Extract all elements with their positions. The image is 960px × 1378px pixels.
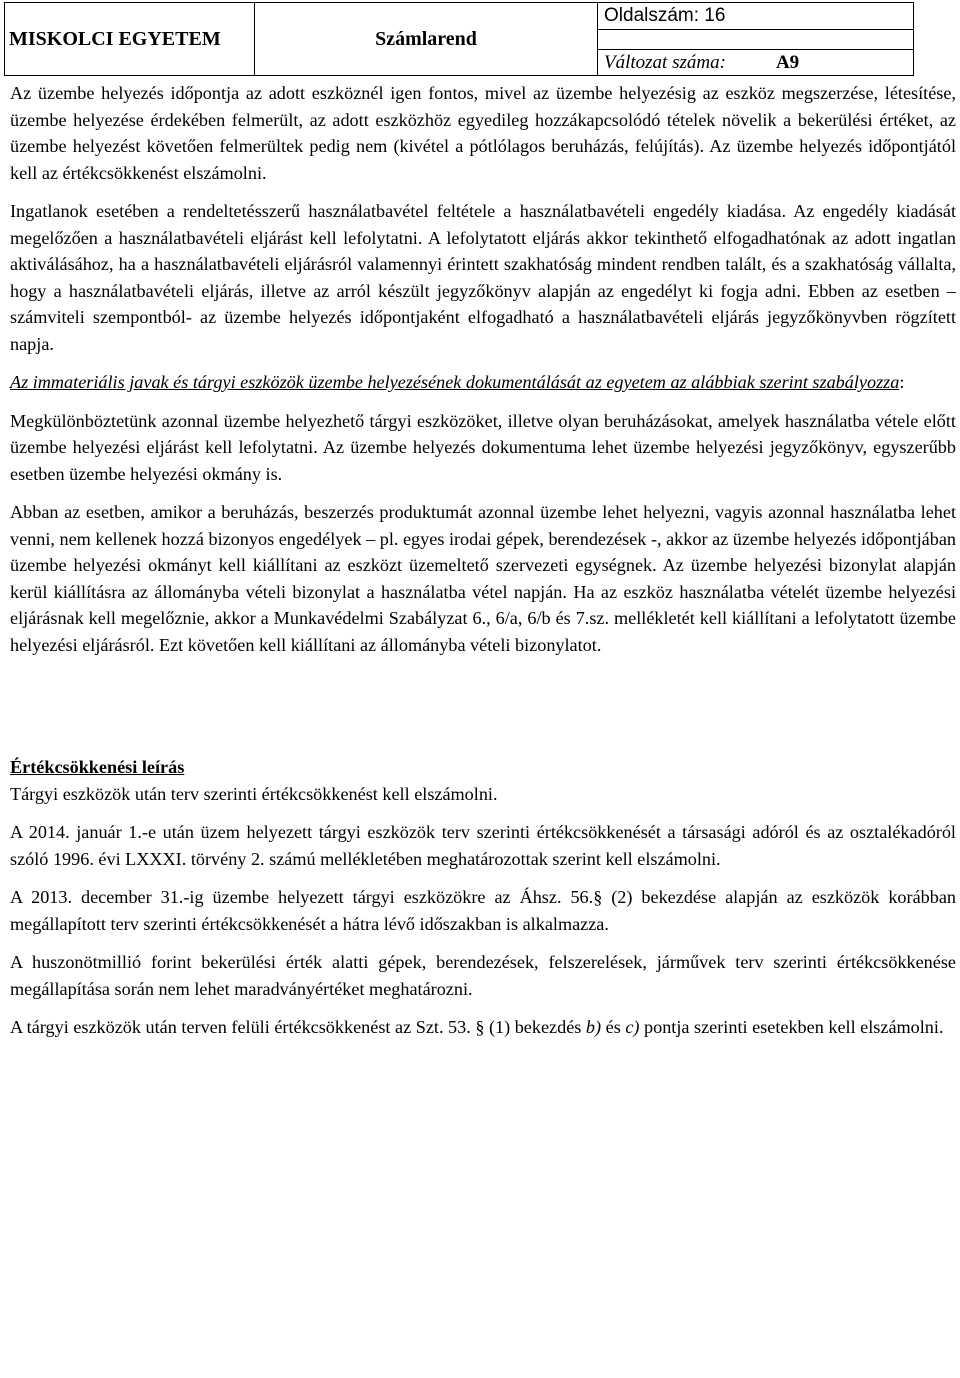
document-title: Számlarend [255,3,598,75]
page-number: Oldalszám: 16 [598,3,913,30]
paragraph-extraordinary-depreciation [10,1014,956,1041]
p10-text-e: pontja szerinti esetekben kell elszámolni. [639,1017,944,1037]
p10-point-c: c) [625,1017,640,1037]
university-name: MISKOLCI EGYETEM [5,3,255,75]
page-info [598,3,913,75]
paragraph-documentation-intro [10,369,956,396]
paragraph-real-estate: Ingatlanok esetében a rendeltetésszerű használatbavétel feltétele a használatbavételi engedély kiadása. Az engedély kiadását megelőzően a használatbavételi eljárást kell lefolytatni. A lefolytatott eljárás akkor tekinthető elfogadhatónak az adott ingatlan aktiválásához, ha a használatbavételi eljárásról valamennyi érintett szakhatóság mindent rendben talált, és a szakhatóság vállalta, hogy a használatbavételi eljárás, illetve az arról készült jegyzőkönyv alapján az engedélyt ki fogja adni. Ebben az esetben – számviteli szempontból- az üzembe helyezés időpontjaként elfogadható a használatbavételi eljárás jegyzőkönyvben rögzített napja. [10,201,956,354]
paragraph-2014-rule: A 2014. január 1.-e után üzem helyezett tárgyi eszközök terv szerinti értékcsökkenését a társasági adóról és az osztalékadóról szóló 1996. évi LXXXI. törvény 2. számú mellékletében meghatározottak szerint kell elszámolni. [10,822,956,869]
paragraph-commissioning-date: Az üzembe helyezés időpontja az adott eszköznél igen fontos, mivel az üzembe helyezésig az eszköz megszerzése, létesítése, üzembe helyezése érdekében felmerült, az adott eszközhöz egyedileg hozzákapcsolódó tételek növelik a bekerülési értéket, az üzembe helyezést követően felmerültek pedig nem (kivétel a pótlólagos beruházás, felújítás). Az üzembe helyezés időpontjától kell az értékcsökkenést elszámolni. [10,83,956,183]
version-label: Változat száma: [604,51,726,73]
p10-text-a: A tárgyi eszközök után terven felüli értékcsökkenést az Szt. 53. § (1) bekezdés [10,1017,586,1037]
header-spacer-row [598,30,913,50]
paragraph-immediate-commissioning: Abban az esetben, amikor a beruházás, beszerzés produktumát azonnal üzembe lehet helyezni, vagyis azonnal használatba lehet venni, nem kellenek hozzá bizonyos engedélyek – pl. egyes irodai gépek, berendezések -, akkor az üzembe helyezés időpontjában üzembe helyezési okmányt kell kiállítani az eszközt üzemeltető szervezeti egységnek. Az üzembe helyezési bizonylat alapján kerül kiállításra az állományba vételi bizonylat a használatba vétel napján. Ha az eszköz használatba vételét üzembe helyezési eljárásnak kell megelőznie, akkor a Munkavédelmi Szabályzat 6., 6/a, 6/b és 7.sz. mellékletét kell kiállítani a lefolytatott üzembe helyezési eljárásról. Ezt követően kell kiállítani az állományba vételi bizonylatot. [10,502,956,655]
paragraph-residual-value: A huszonötmillió forint bekerülési érték alatti gépek, berendezések, felszerelések, járművek terv szerinti értékcsökkenése megállapítása során nem lehet maradványértéket meghatározni. [10,952,956,999]
p10-text-c: és [601,1017,626,1037]
documentation-intro-text: Az immateriális javak és tárgyi eszközök üzembe helyezésének dokumentálását az egyetem az alábbiak szerint szabályozza [10,372,900,392]
version-row [598,50,913,75]
document-body [10,80,956,1041]
version-value: A9 [775,51,800,73]
section-heading-depreciation: Értékcsökkenési leírás [10,757,185,777]
paragraph-2013-rule: A 2013. december 31.-ig üzembe helyezett tárgyi eszközökre az Áhsz. 56.§ (2) bekezdése alapján az eszközök korábban megállapított terv szerinti értékcsökkenését a hátra lévő időszakban is alkalmazza. [10,887,956,934]
paragraph-asset-types: Megkülönböztetünk azonnal üzembe helyezhető tárgyi eszközöket, illetve olyan beruházásokat, amelyek használatba vétele előtt üzembe helyezési eljárást kell lefolytatni. Az üzembe helyezés dokumentuma lehet üzembe helyezési jegyzőkönyv, egyszerűbb esetben üzembe helyezési okmány is. [10,410,956,484]
p10-point-b: b) [585,1017,602,1037]
documentation-intro-colon: : [899,372,905,392]
page-header [4,2,914,76]
paragraph-planned-depreciation: Tárgyi eszközök után terv szerinti értékcsökkenést kell elszámolni. [10,783,498,804]
